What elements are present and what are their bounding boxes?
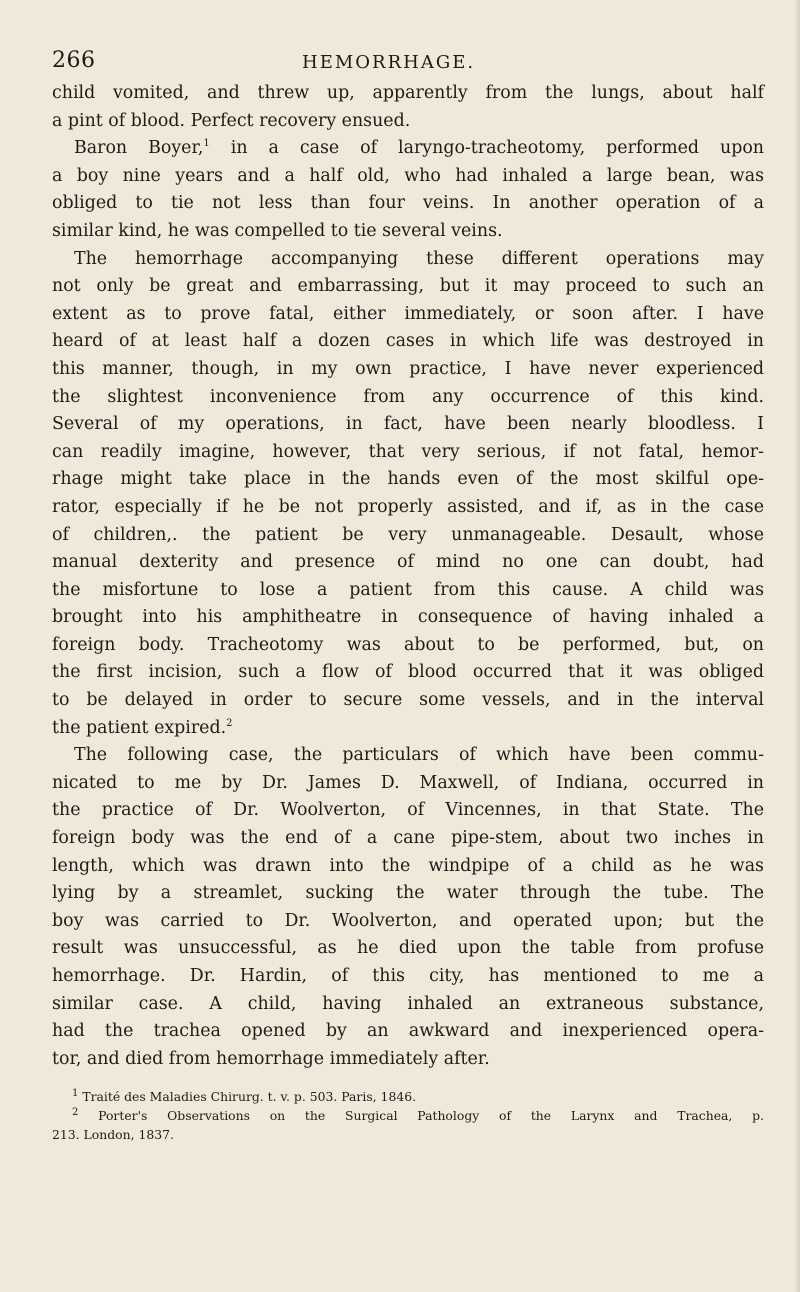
- text-line: not only be great and embarrassing, but it may proceed to such an: [52, 276, 764, 297]
- page-header: [52, 48, 764, 80]
- text-line: similar case. A child, having inhaled an extraneous substance,: [52, 993, 764, 1014]
- footnote: $^2$ Porter's Observations on the Surgical Pathology of the Larynx and Trachea, p.: [72, 1107, 764, 1124]
- text-line: the first incision, such a flow of blood occurred that it was obliged: [52, 662, 764, 683]
- text-line: length, which was drawn into the windpipe of a child as he was: [52, 855, 764, 876]
- text-line: of children,. the patient be very unmanageable. Desault, whose: [52, 524, 764, 545]
- text-line: manual dexterity and presence of mind no one can doubt, had: [52, 552, 764, 573]
- text-line: extent as to prove fatal, either immediately, or soon after. I have: [52, 303, 764, 324]
- text-line: Several of my operations, in fact, have been nearly bloodless. I: [52, 414, 764, 435]
- text-line: the misfortune to lose a patient from this cause. A child was: [52, 579, 764, 600]
- text-line: nicated to me by Dr. James D. Maxwell, of Indiana, occurred in: [52, 772, 764, 793]
- page-edge-shadow: [794, 0, 800, 1292]
- text-line: this manner, though, in my own practice, I have never experienced: [52, 358, 764, 379]
- text-line: hemorrhage. Dr. Hardin, of this city, has mentioned to me a: [52, 966, 764, 986]
- text-line: The following case, the particulars of which have been commu-: [74, 745, 764, 766]
- text-line: similar kind, he was compelled to tie several veins.: [52, 220, 503, 241]
- text-line: foreign body. Tracheotomy was about to be performed, but, on: [52, 634, 764, 655]
- footnote-ref: 1: [203, 138, 210, 150]
- text-line: can readily imagine, however, that very serious, if not fatal, hemor-: [52, 441, 764, 462]
- footnote: $^1$ Traité des Maladies Chirurg. t. v. p. 503. Paris, 1846.: [72, 1088, 417, 1105]
- text-line: foreign body was the end of a cane pipe-stem, about two inches in: [52, 828, 764, 849]
- text-line: rhage might take place in the hands even of the most skilful ope-: [52, 469, 764, 490]
- text-line: to be delayed in order to secure some vessels, and in the interval: [52, 690, 764, 711]
- text-line: Baron Boyer,$^1$ in a case of laryngo-tracheotomy, performed upon: [74, 138, 764, 159]
- text-line: a boy nine years and a half old, who had inhaled a large bean, was: [52, 165, 764, 186]
- text-line: rator, especially if he be not properly assisted, and if, as in the case: [52, 496, 764, 517]
- text-line: heard of at least half a dozen cases in which life was destroyed in: [52, 331, 764, 352]
- text-line: child vomited, and threw up, apparently from the lungs, about half: [52, 83, 764, 103]
- footnotes: [52, 1087, 764, 1144]
- page-number: 266: [52, 48, 96, 73]
- text-line: obliged to tie not less than four veins. In another operation of a: [52, 193, 764, 214]
- text-line: the patient expired.$^2$: [52, 717, 233, 738]
- text-line: brought into his amphitheatre in consequence of having inhaled a: [52, 607, 764, 628]
- text-line: boy was carried to Dr. Woolverton, and operated upon; but the: [52, 910, 764, 931]
- text-line: the slightest inconvenience from any occurrence of this kind.: [52, 386, 764, 407]
- text-line: had the trachea opened by an awkward and inexperienced opera-: [52, 1021, 764, 1042]
- footnote-continuation: 213. London, 1837.: [52, 1127, 174, 1143]
- footnote-ref: 2: [226, 717, 233, 729]
- text-line: The hemorrhage accompanying these different operations may: [74, 248, 764, 269]
- text-line: lying by a streamlet, sucking the water through the tube. The: [52, 883, 764, 904]
- text-line: the practice of Dr. Woolverton, of Vincennes, in that State. The: [52, 800, 764, 821]
- book-page: [52, 48, 764, 1144]
- text-line: result was unsuccessful, as he died upon the table from profuse: [52, 938, 764, 959]
- text-line: a pint of blood. Perfect recovery ensued.: [52, 110, 411, 131]
- text-line: tor, and died from hemorrhage immediately after.: [52, 1048, 490, 1069]
- running-title: HEMORRHAGE.: [302, 52, 476, 73]
- body-text: [52, 80, 764, 1073]
